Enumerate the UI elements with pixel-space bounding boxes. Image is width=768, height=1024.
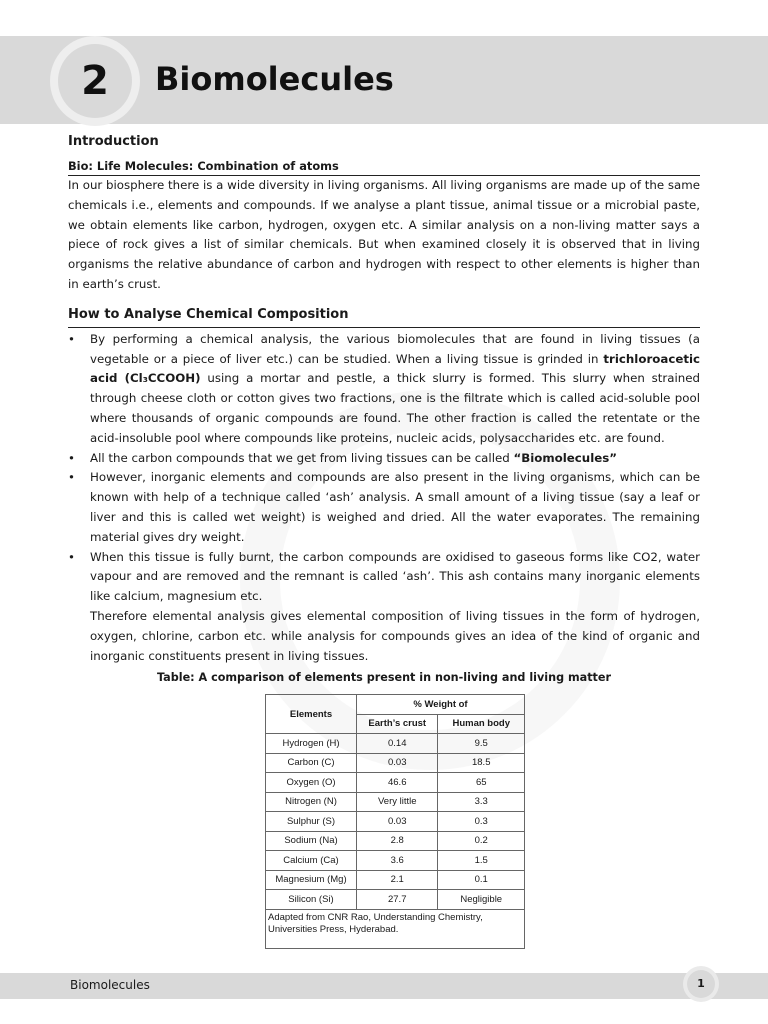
list-item: [68, 468, 700, 547]
element-cell: Sulphur (S): [266, 812, 357, 832]
element-cell: Carbon (C): [266, 753, 357, 773]
list-item: [68, 449, 700, 469]
body-cell: 0.1: [438, 870, 525, 890]
intro-paragraph: In our biosphere there is a wide diversity in living organisms. All living organisms are made up of the same chemicals i.e., elements and compounds. If we analyse a plant tissue, animal tissue or a microbial paste, we obtain elements like carbon, hydrogen, oxygen etc. A similar analysis on a non-living matter says a piece of rock gives a list of similar chemicals. But when examined closely it is observed that in living organisms the relative abundance of carbon and hydrogen with respect to other elements is higher than in earth’s crust.: [68, 178, 700, 291]
element-cell: Magnesium (Mg): [266, 870, 357, 890]
crust-cell: 46.6: [357, 773, 438, 793]
bullet-text: When this tissue is fully burnt, the carbon compounds are oxidised to gaseous forms like CO2, water vapour and are removed and the remnant is called ‘ash’. This ash contains many inorganic elements like calcium, magnesium etc.: [90, 549, 700, 604]
bullet-text: using a mortar and pestle, a thick slurry is formed. This slurry when strained through cheese cloth or cotton gives two fractions, one is the filtrate which is called acid-soluble pool where thousands of organic compounds are found. The other fraction is called the retentate or the acid-insoluble pool where compounds like proteins, nucleic acids, polysaccharides etc. are found.: [90, 371, 700, 445]
body-cell: 9.5: [438, 734, 525, 754]
crust-cell: 2.8: [357, 831, 438, 851]
chapter-number: 2: [81, 58, 109, 104]
bullet-icon: •: [68, 450, 75, 465]
crust-cell: 0.14: [357, 734, 438, 754]
bullet-text: By performing a chemical analysis, the various biomolecules that are found in living tissues (a vegetable or a piece of liver etc.) can be studied. When a living tissue is grinded in: [90, 331, 700, 366]
analyse-bullet-list: [68, 330, 700, 607]
body-cell: 65: [438, 773, 525, 793]
comparison-table: [265, 694, 525, 949]
bullet-text: However, inorganic elements and compounds are also present in the living organisms, which can be known with help of a technique called ‘ash’ analysis. A small amount of a living tissue (say a leaf or liver and this is called wet weight) is weighed and dried. All the water evaporates. The remaining material gives dry weight.: [90, 470, 700, 544]
body-cell: 0.2: [438, 831, 525, 851]
body-cell: 18.5: [438, 753, 525, 773]
element-cell: Silicon (Si): [266, 890, 357, 910]
bullet-bold-text: trichloroacetic acid (Cl₃CCOOH): [90, 351, 700, 386]
page-content: [68, 132, 700, 686]
table-row: [266, 734, 525, 754]
footer-label: Biomolecules: [70, 978, 150, 992]
table-header-group: % Weight of: [357, 695, 525, 715]
element-cell: Nitrogen (N): [266, 792, 357, 812]
crust-cell: Very little: [357, 792, 438, 812]
page-number: 1: [687, 970, 715, 998]
bullet-text: All the carbon compounds that we get from living tissues can be called: [90, 450, 514, 465]
table-caption: Table: A comparison of elements present in non-living and living matter: [156, 671, 612, 685]
table-row: [266, 792, 525, 812]
body-cell: 1.5: [438, 851, 525, 871]
table-header-body: Human body: [438, 714, 525, 734]
analyse-heading: How to Analyse Chemical Composition: [68, 305, 700, 328]
list-item: [68, 548, 700, 607]
intro-heading: Introduction: [68, 134, 159, 149]
element-cell: Hydrogen (H): [266, 734, 357, 754]
table-row: [266, 753, 525, 773]
list-item: [68, 330, 700, 449]
intro-subheading: Bio: Life Molecules: Combination of atoms: [68, 158, 700, 176]
crust-cell: 2.1: [357, 870, 438, 890]
crust-cell: 27.7: [357, 890, 438, 910]
table-row: [266, 812, 525, 832]
element-cell: Calcium (Ca): [266, 851, 357, 871]
crust-cell: 0.03: [357, 812, 438, 832]
element-cell: Oxygen (O): [266, 773, 357, 793]
bullet-bold-text: “Biomolecules”: [513, 450, 618, 465]
page-number-badge: [683, 966, 719, 1002]
body-cell: 0.3: [438, 812, 525, 832]
crust-cell: 3.6: [357, 851, 438, 871]
table-row: [266, 773, 525, 793]
table-body: [266, 734, 525, 910]
table-row: [266, 870, 525, 890]
bullet-icon: •: [68, 549, 75, 564]
table-row: [266, 851, 525, 871]
body-cell: Negligible: [438, 890, 525, 910]
table-row: [266, 831, 525, 851]
bullet-icon: •: [68, 331, 75, 346]
crust-cell: 0.03: [357, 753, 438, 773]
analyse-followup: Therefore elemental analysis gives elemental composition of living tissues in the form of hydrogen, oxygen, chlorine, carbon etc. while analysis for compounds gives an idea of the kind of organic and inorganic constituents present in living tissues.: [90, 608, 700, 663]
body-cell: 3.3: [438, 792, 525, 812]
table-header-crust: Earth’s crust: [357, 714, 438, 734]
element-cell: Sodium (Na): [266, 831, 357, 851]
table-header-elements: Elements: [266, 695, 357, 734]
table-note: Adapted from CNR Rao, Understanding Chemistry, Universities Press, Hyderabad.: [266, 909, 525, 948]
table-row: [266, 890, 525, 910]
chapter-title: Biomolecules: [155, 60, 394, 98]
page-footer: [0, 973, 768, 999]
bullet-icon: •: [68, 470, 75, 485]
